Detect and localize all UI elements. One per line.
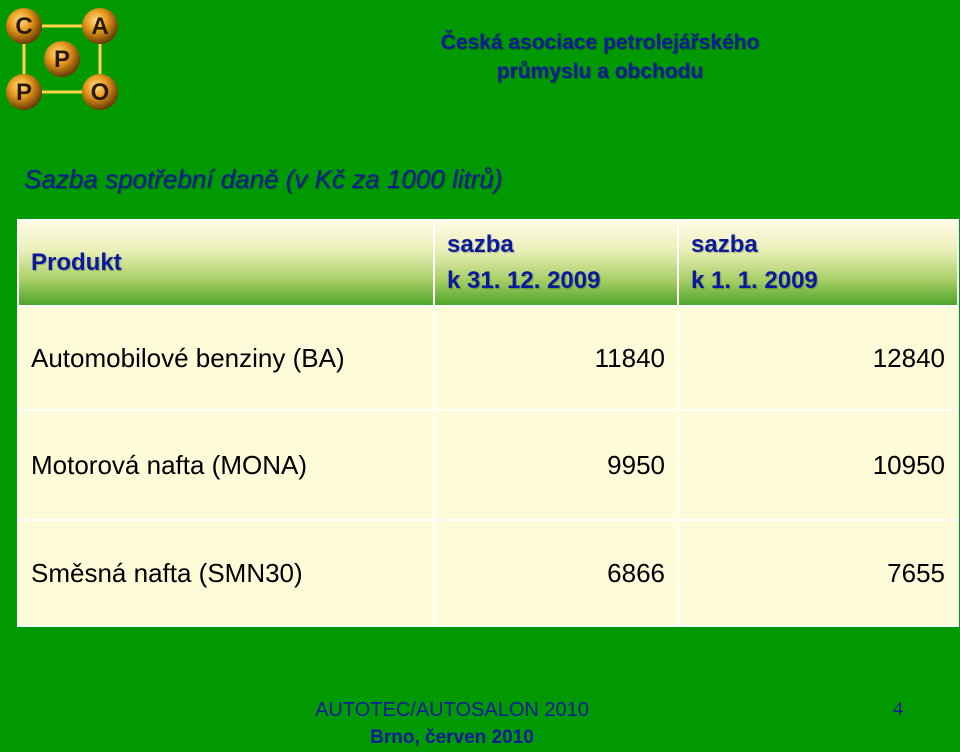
capo-logo-graphic	[4, 4, 122, 114]
table-row	[18, 520, 958, 626]
table-header-row	[18, 220, 958, 306]
header-rate-label: sazba	[691, 231, 758, 258]
capo-logo	[4, 4, 122, 114]
header-rate-date: k 1. 1. 2009	[691, 267, 818, 294]
footer-event: AUTOTEC/AUTOSALON 2010	[315, 699, 589, 721]
product-name: Směsná nafta (SMN30)	[18, 520, 434, 626]
org-line-2: průmyslu a obchodu	[496, 60, 704, 83]
product-name: Automobilové benziny (BA)	[18, 306, 434, 410]
header-rate-31-12-2009	[434, 220, 678, 306]
logo-letter-p: P	[15, 79, 33, 106]
footer-place-date: Brno, červen 2010	[370, 727, 534, 748]
rate-31-12-2009: 6866	[434, 520, 678, 626]
header-rate-1-1-2009	[678, 220, 958, 306]
rate-1-1-2009: 10950	[678, 410, 958, 520]
rate-1-1-2009: 12840	[678, 306, 958, 410]
org-line-1: Česká asociace petrolejářského	[440, 31, 760, 54]
rate-31-12-2009: 11840	[434, 306, 678, 410]
footer	[302, 696, 602, 752]
table-row	[18, 306, 958, 410]
logo-letter-o: O	[90, 79, 110, 106]
logo-letter-a: A	[91, 13, 109, 40]
logo-letter-p-center: P	[53, 46, 71, 73]
logo-letter-c: C	[15, 13, 33, 40]
slide-title: Sazba spotřební daně (v Kč za 1000 litrů)	[24, 164, 503, 194]
rate-31-12-2009: 9950	[434, 410, 678, 520]
table-row	[18, 410, 958, 520]
header-rate-label: sazba	[447, 231, 514, 258]
page-number: 4	[893, 698, 903, 720]
product-name: Motorová nafta (MONA)	[18, 410, 434, 520]
rate-1-1-2009: 7655	[678, 520, 958, 626]
excise-rate-table	[17, 219, 959, 627]
organization-name	[360, 28, 840, 86]
header-produkt: Produkt	[18, 220, 434, 306]
header-rate-date: k 31. 12. 2009	[447, 267, 601, 294]
